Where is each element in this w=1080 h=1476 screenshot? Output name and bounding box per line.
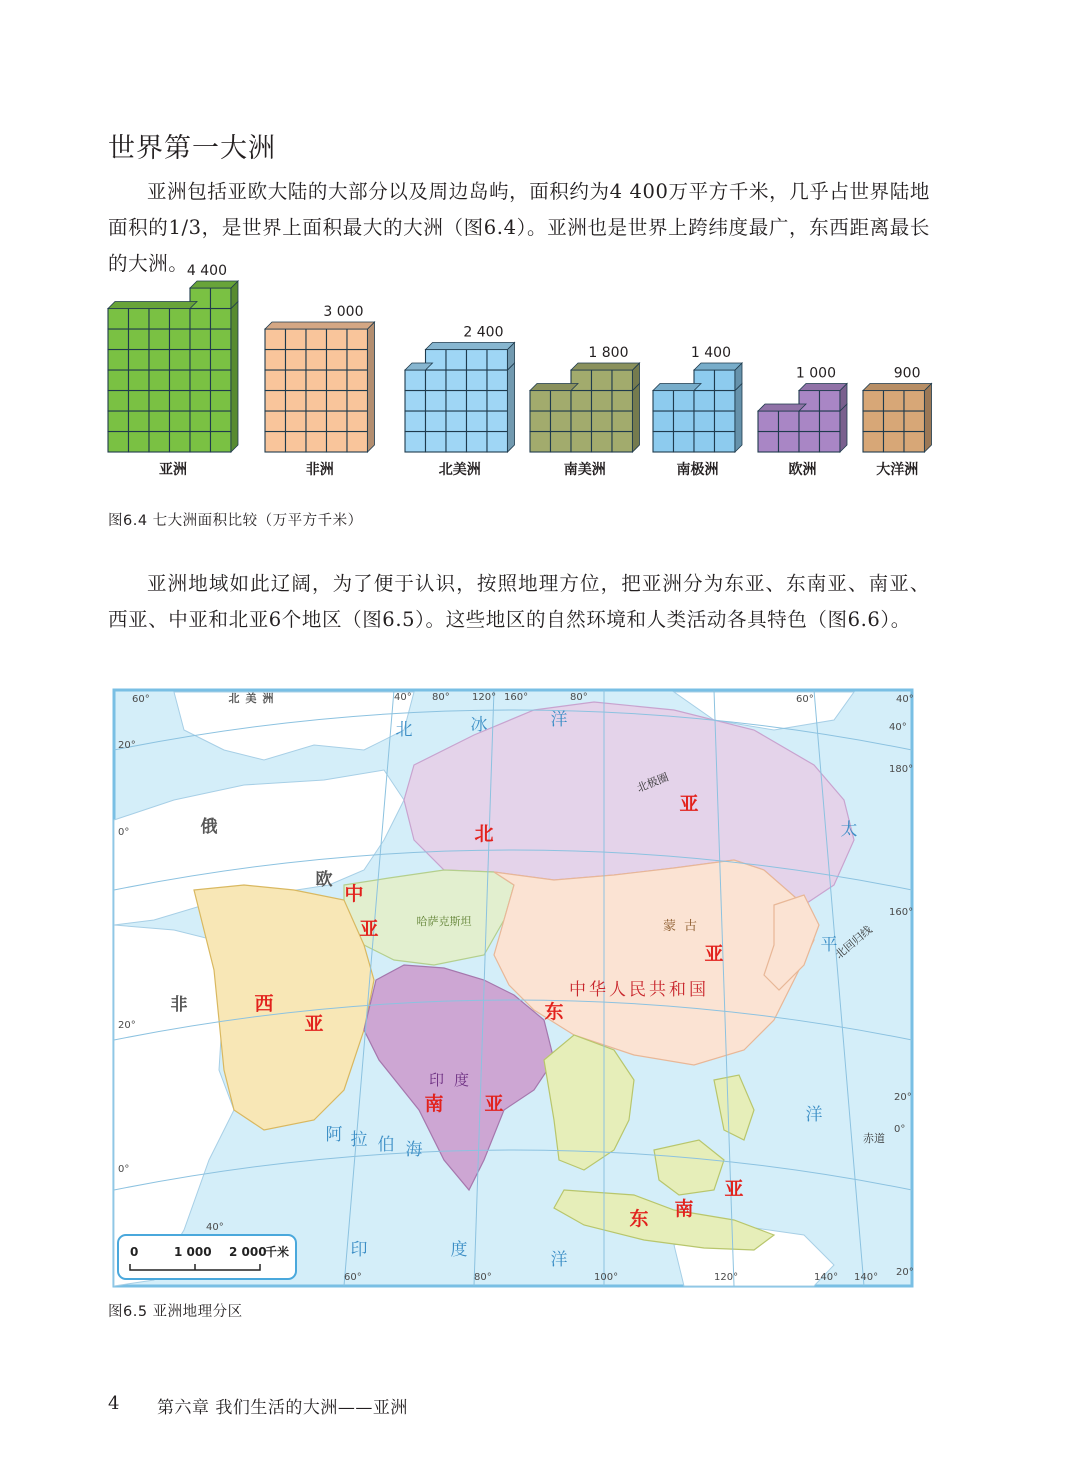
- longitude-label: 140°: [854, 1272, 879, 1283]
- value-label-亚洲: 4 400: [186, 263, 227, 279]
- bar-亚洲: [108, 281, 238, 452]
- bar-南美洲: [530, 363, 640, 452]
- region-label-南亚-1: 亚: [484, 1093, 504, 1115]
- label-africa: 非: [170, 995, 188, 1015]
- region-label-中亚-0: 中: [344, 883, 364, 905]
- figure-6-4-caption: 图6.4 七大洲面积比较（万平方千米）: [108, 513, 363, 529]
- scale-label-unit: 千米: [265, 1245, 290, 1259]
- label-europe: 欧: [315, 870, 333, 890]
- label-equator: 赤道: [863, 1132, 885, 1145]
- bar-大洋洲: [863, 384, 932, 453]
- latitude-label: 20°: [894, 1092, 912, 1103]
- latitude-label: 180°: [889, 764, 914, 775]
- ocean-label-pacific-2: 洋: [805, 1105, 823, 1125]
- ocean-label-arctic-2: 洋: [550, 710, 568, 730]
- category-label-非洲: 非洲: [305, 462, 334, 478]
- scale-label-zero: 0: [130, 1245, 139, 1259]
- value-label-大洋洲: 900: [893, 365, 921, 382]
- latitude-label: 20°: [118, 740, 136, 751]
- category-label-南美洲: 南美洲: [563, 462, 606, 478]
- value-label-南极洲: 1 400: [690, 345, 731, 361]
- figure-6-5-caption: 图6.5 亚洲地理分区: [108, 1304, 243, 1320]
- longitude-label: 160°: [504, 692, 529, 703]
- value-label-非洲: 3 000: [323, 304, 364, 320]
- label-tropic: 北回归线: [832, 923, 875, 962]
- scale-bar: [118, 1235, 296, 1279]
- longitude-label: 60°: [132, 694, 150, 705]
- longitude-label: 140°: [814, 1272, 839, 1283]
- label-mongolia: 蒙古: [662, 919, 706, 934]
- ocean-label-arabian_sea-1: 拉: [350, 1130, 368, 1150]
- longitude-label: 100°: [594, 1272, 619, 1283]
- region-label-东南亚-2: 亚: [724, 1178, 744, 1200]
- page-number: 4: [108, 1393, 120, 1414]
- longitude-label: 60°: [796, 694, 814, 705]
- bar-欧洲: [758, 384, 847, 453]
- bar-北美洲: [405, 343, 515, 453]
- region-label-北亚-0: 北: [474, 823, 494, 845]
- longitude-label: 120°: [714, 1272, 739, 1283]
- latitude-label: 160°: [889, 907, 914, 918]
- paragraph-area: 亚洲包括亚欧大陆的大部分以及周边岛屿，面积约为4 400万平方千米，几乎占世界陆地面积的1/3，是世界上面积最大的大洲（图6.4）。亚洲也是世界上跨纬度最广，东西距离最长的大洲。: [108, 180, 930, 275]
- bar-南极洲: [653, 363, 742, 452]
- chapter-title: 第六章 我们生活的大洲——亚洲: [157, 1398, 408, 1418]
- label-north-america: 北美洲: [228, 692, 280, 705]
- continent-area-chart: [100, 263, 950, 487]
- latitude-label: 40°: [206, 1222, 224, 1233]
- region-label-北亚-1: 亚: [679, 793, 699, 815]
- value-label-北美洲: 2 400: [463, 324, 504, 341]
- value-label-南美洲: 1 800: [588, 345, 629, 361]
- bar-非洲: [265, 322, 375, 452]
- scale-label-end: 2 000: [229, 1245, 267, 1259]
- ocean-label-arctic-0: 北: [395, 720, 413, 740]
- category-label-欧洲: 欧洲: [788, 462, 817, 478]
- paragraph-regions: 亚洲地域如此辽阔，为了便于认识，按照地理方位，把亚洲分为东亚、东南亚、南亚、西亚、中亚和北亚6个地区（图6.5）。这些地区的自然环境和人类活动各具特色（图6.6）。: [108, 572, 930, 631]
- ocean-label-pacific-0: 太: [840, 820, 858, 840]
- latitude-label: 20°: [118, 1020, 136, 1031]
- latitude-label: 20°: [896, 1267, 914, 1278]
- category-label-南极洲: 南极洲: [676, 462, 719, 478]
- ocean-label-indian-2: 洋: [550, 1250, 568, 1270]
- longitude-label: 80°: [570, 692, 588, 703]
- region-label-东南亚-1: 南: [674, 1198, 694, 1220]
- label-arctic-circle: 北极圈: [634, 770, 671, 795]
- ocean-label-arabian_sea-3: 海: [405, 1140, 423, 1160]
- region-label-东亚-0: 东: [544, 1001, 564, 1023]
- region-label-东亚-1: 亚: [704, 943, 724, 965]
- ocean-label-arctic-1: 冰: [470, 715, 488, 735]
- asia-regions-map: [114, 690, 912, 1286]
- ocean-label-arabian_sea-0: 阿: [325, 1125, 343, 1145]
- label-india: 印度: [428, 1071, 480, 1089]
- ocean-label-arabian_sea-2: 伯: [377, 1135, 395, 1155]
- latitude-label: 40°: [889, 722, 907, 733]
- label-china: 中华人民共和国: [569, 980, 709, 1000]
- latitude-label: 0°: [894, 1124, 906, 1135]
- region-label-中亚-1: 亚: [359, 918, 379, 940]
- latitude-label: 0°: [118, 1164, 130, 1175]
- region-label-西亚-0: 西: [254, 993, 274, 1015]
- latitude-label: 40°: [896, 694, 914, 705]
- longitude-label: 40°: [394, 692, 412, 703]
- section-heading: 世界第一大洲: [108, 133, 276, 164]
- region-label-南亚-0: 南: [424, 1093, 444, 1115]
- region-label-西亚-1: 亚: [304, 1013, 324, 1035]
- longitude-label: 80°: [474, 1272, 492, 1283]
- category-label-亚洲: 亚洲: [159, 462, 187, 478]
- value-label-欧洲: 1 000: [795, 365, 836, 382]
- longitude-label: 80°: [432, 692, 450, 703]
- latitude-label: 0°: [118, 827, 130, 838]
- category-label-北美洲: 北美洲: [438, 462, 481, 478]
- longitude-label: 120°: [472, 692, 497, 703]
- ocean-label-indian-1: 度: [450, 1240, 468, 1260]
- label-kazakhstan: 哈萨克斯坦: [416, 915, 472, 928]
- category-label-大洋洲: 大洋洲: [876, 462, 919, 478]
- scale-label-mid: 1 000: [174, 1245, 212, 1259]
- longitude-label: 60°: [344, 1272, 362, 1283]
- ocean-label-pacific-1: 平: [820, 935, 838, 955]
- region-label-东南亚-0: 东: [629, 1208, 649, 1230]
- label-russia: 俄: [200, 817, 218, 837]
- ocean-label-indian-0: 印: [350, 1240, 368, 1260]
